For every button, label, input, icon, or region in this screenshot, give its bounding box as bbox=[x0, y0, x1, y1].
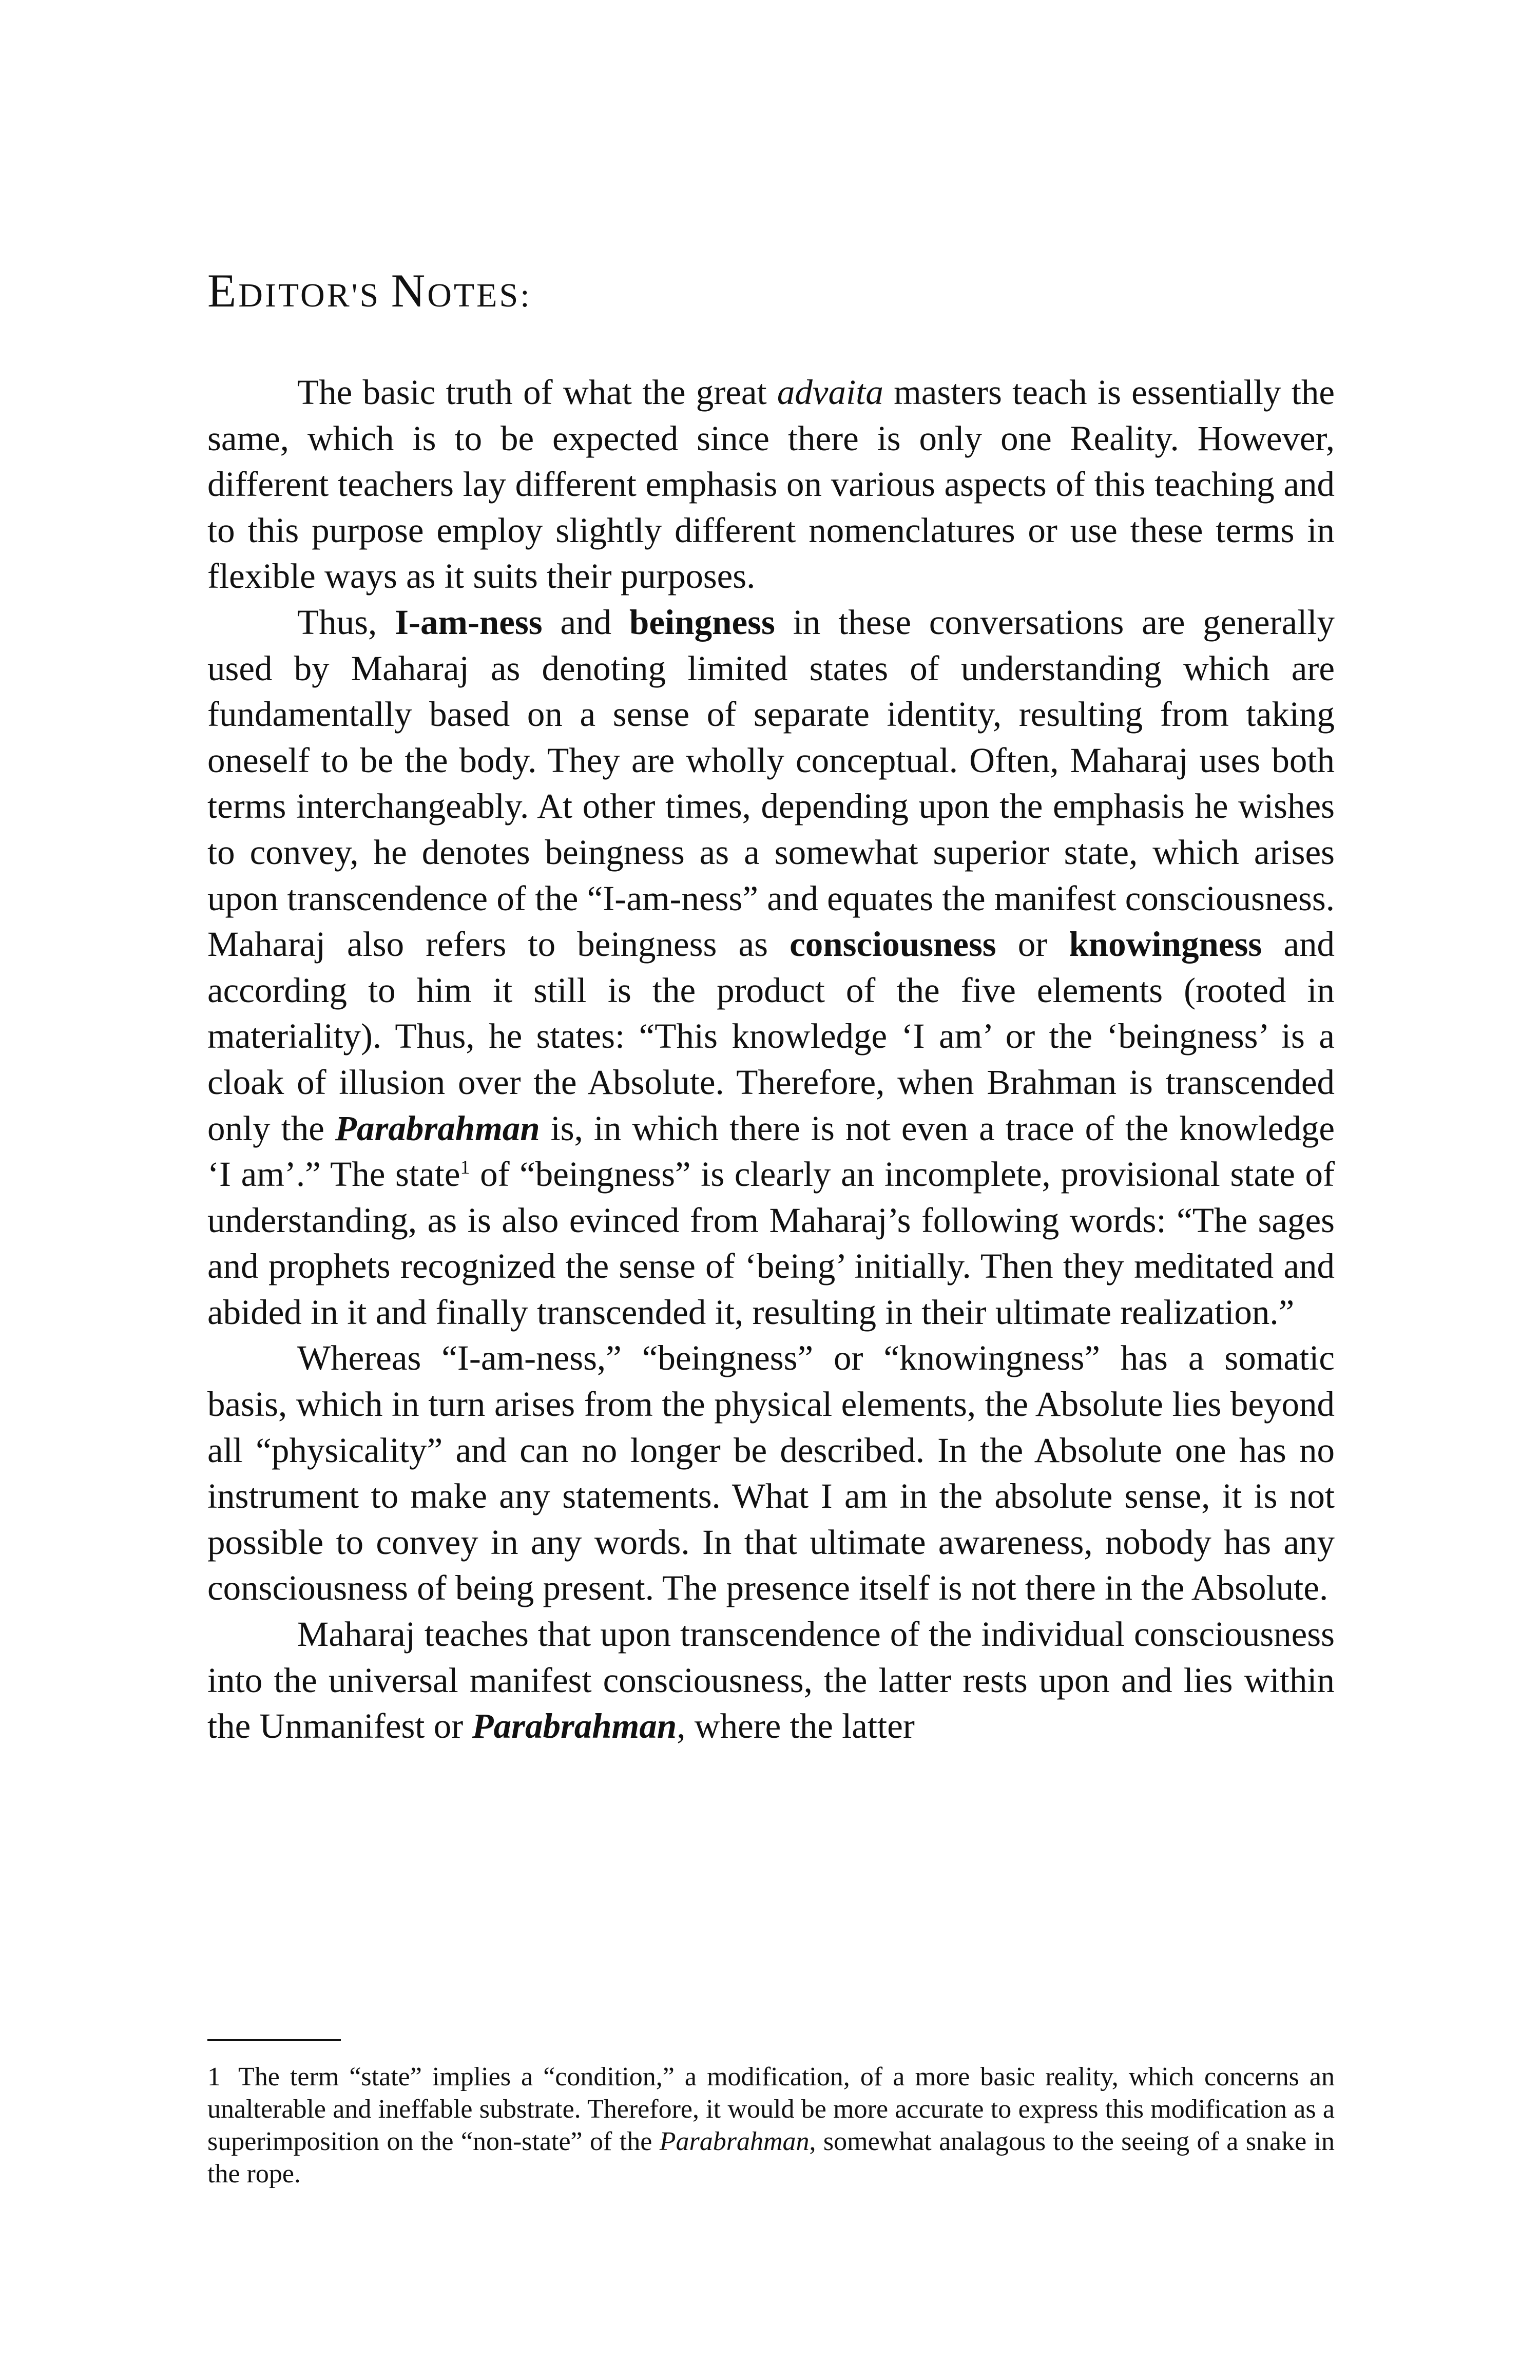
footnote-1 bbox=[207, 2061, 1335, 2190]
footnote-separator bbox=[207, 2039, 341, 2041]
footnote-text-1: The term “state” implies a “condition,” a modification, of a more basic reality, which concerns an unalterable and ineffable substrate. Therefore, it would be more accurate to express this modification as a superimposition on the “non-state” of the bbox=[207, 2062, 1335, 2156]
p2-text-7: of “beingness” is clearly an incomplete, provisional state of understanding, as is also evinced from Maharaj’s following words: “The sages and prophets recognized the sense of ‘being’ initially. Then they meditated and abided in it and finally transcended it, resulting in their ultimate realization.” bbox=[207, 1155, 1335, 1332]
p2-bold-i-am-ness: I-am-ness bbox=[395, 602, 543, 642]
p4-text-2: , where the latter bbox=[677, 1706, 915, 1746]
p2-text-4: or bbox=[996, 925, 1069, 964]
p1-text-2: masters teach is essentially the same, which is to be expected since there is only one Reality. However, different teachers lay different emphasis on various aspects of this teaching and to this purpose employ slightly different nomenclatures or use these terms in flexible ways as it suits their purposes. bbox=[207, 373, 1335, 596]
p2-bold-italic-parabrahman: Parabrahman bbox=[335, 1108, 540, 1148]
paragraph-3: Whereas “I-am-ness,” “beingness” or “knowingness” has a somatic basis, which in turn arises from the physical elements, the Absolute lies beyond all “physicality” and can no longer be described. In the Absolute one has no instrument to make any statements. What I am in the absolute sense, it is not possible to convey in any words. In that ultimate awareness, nobody has any consciousness of being present. The presence itself is not there in the Absolute. bbox=[207, 1338, 1335, 1608]
p2-text-5: and according to him it still is the product of the five elements (rooted in materiality). Thus, he states: “This knowledge ‘I am’ or the ‘beingness’ is a cloak of illusion over the Absolute. Therefore, when Brahman is transcended only the bbox=[207, 925, 1335, 1148]
p4-text-1: Maharaj teaches that upon transcendence of the individual consciousness into the universal manifest consciousness, the latter rests upon and lies within the Unmanifest or bbox=[207, 1615, 1335, 1746]
paragraph-4 bbox=[207, 1611, 1335, 1750]
p2-bold-beingness: beingness bbox=[629, 602, 775, 642]
p2-text-1: Thus, bbox=[297, 602, 395, 642]
footnote-number: 1 bbox=[207, 2062, 221, 2091]
paragraph-2 bbox=[207, 600, 1335, 1336]
p2-text-2: and bbox=[542, 602, 630, 642]
heading-small-caps-2: OTES: bbox=[427, 277, 532, 314]
footnote-text-2: , somewhat analagous to the seeing of a snake in the rope. bbox=[207, 2127, 1335, 2189]
body-text bbox=[207, 370, 1335, 1750]
footnote-italic-parabrahman: Parabrahman bbox=[659, 2127, 810, 2156]
heading-initial-n: N bbox=[391, 264, 428, 317]
p1-italic-advaita: advaita bbox=[777, 373, 883, 412]
paragraph-1 bbox=[207, 370, 1335, 600]
heading-initial-e: E bbox=[207, 264, 239, 317]
p2-text-3: in these conversations are generally used by Maharaj as denoting limited states of understanding which are fundamentally based on a sense of separate identity, resulting from taking oneself to be the body. They are wholly conceptual. Often, Maharaj uses both terms interchangeably. At other times, depending upon the emphasis he wishes to convey, he denotes beingness as a somewhat superior state, which arises upon transcendence of the “I-am-ness” and equates the manifest consciousness. Maharaj also refers to beingness as bbox=[207, 602, 1335, 964]
footnote-reference-1: 1 bbox=[460, 1157, 470, 1179]
p4-bold-italic-parabrahman: Parabrahman bbox=[472, 1706, 677, 1746]
p2-text-6: is, in which there is not even a trace of the knowledge ‘I am’.” The state bbox=[207, 1108, 1335, 1194]
heading-small-caps-1: DITOR'S bbox=[238, 277, 391, 314]
p2-bold-consciousness: consciousness bbox=[790, 925, 996, 964]
p2-bold-knowingness: knowingness bbox=[1069, 925, 1262, 964]
p1-text-1: The basic truth of what the great bbox=[297, 373, 777, 412]
section-heading bbox=[207, 264, 532, 317]
